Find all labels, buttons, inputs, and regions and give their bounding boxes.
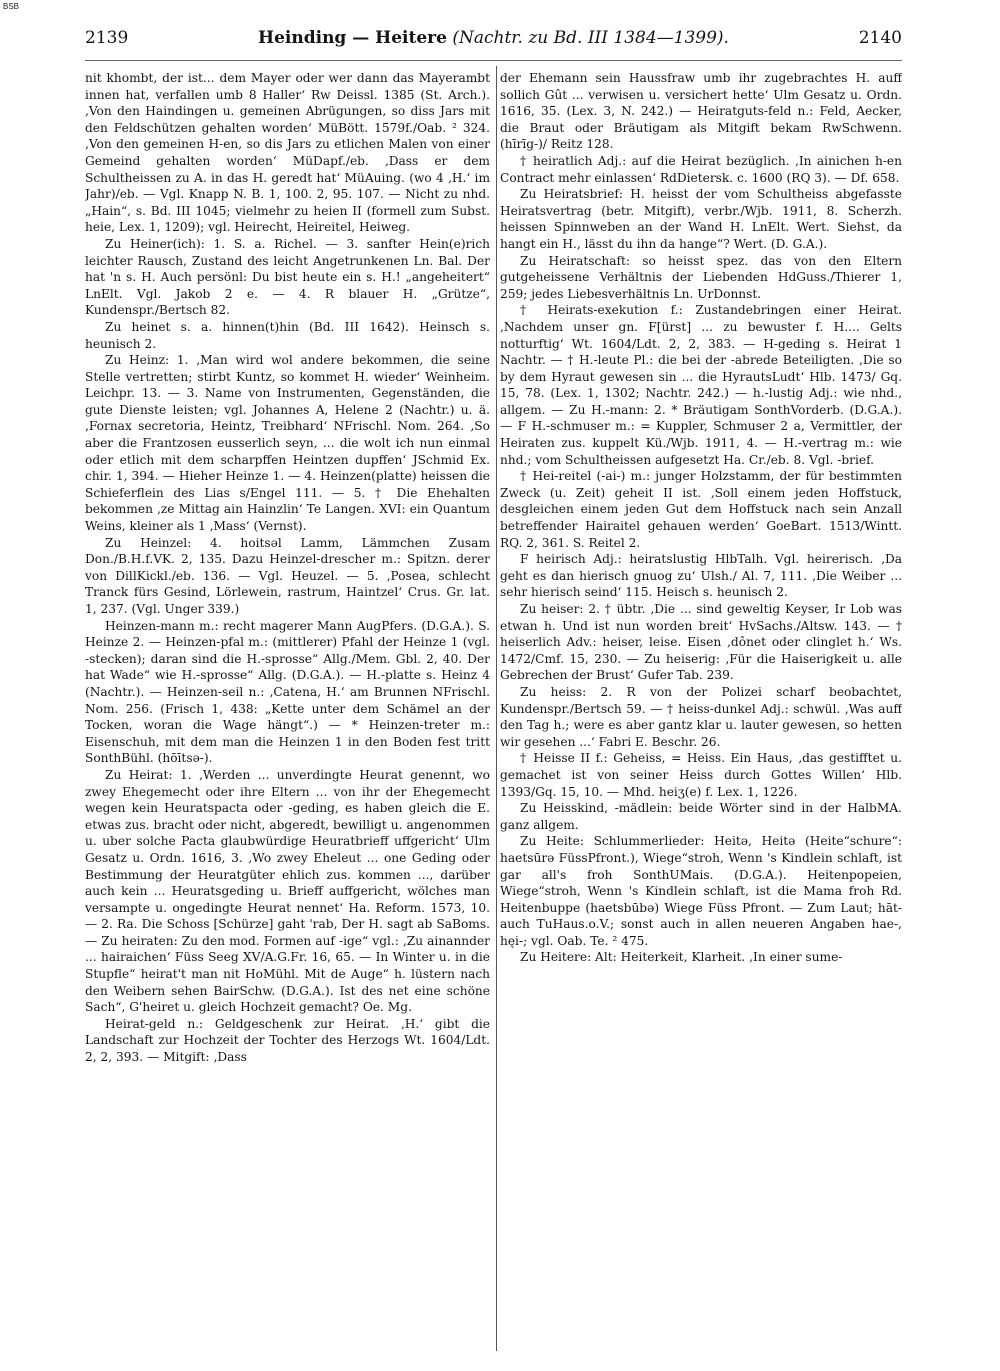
entry-paragraph: † heiratlich Adj.: auf die Heirat bezüglich. ‚In ainichen h-en Contract mehr einlassen‘ RdDietersk. c. 1600 (RQ 3). — Df. 658. (500, 153, 902, 185)
entry-paragraph: † Heisse II f.: Geheiss, = Heiss. Ein Haus, ‚das gestifftet u. gemachet ist von seiner Heiss durch Gottes Willen‘ Hlb. 1393/Gq. 15, 10. — Mhd. heiʒ(e) f. Lex. 1, 1226. (500, 751, 902, 799)
entry-paragraph: Zu Heinzel: 4. hoitsəl Lamm, Lämmchen Zusam Don./B.H.f.VK. 2, 135. Dazu Heinzel-drescher m.: Spitzn. derer von DillKickl./eb. 136. — Vgl. Heuzel. — 5. ‚Posea, schlecht Tranck fürs Gesind, Lörlewein, rastrum, Haintzel‘ Crus. Gr. lat. 1, 237. (Vgl. Unger 339.) (85, 535, 490, 616)
entry-paragraph: Zu Heitere: Alt: Heiterkeit, Klarheit. ‚In einer sume- (520, 950, 843, 965)
right-column (500, 70, 902, 1350)
entry-paragraph: Zu Heiner(ich): 1. S. a. Richel. — 3. sanfter Hein(e)rich leichter Rausch, Zustand des leicht Angetrunkenen Ln. Bal. Der hat 'n s. H. Auch persönl: Du bist heute ein s. H.! „angeheitert“ LnElt. Vgl. Jakob 2 e. — 4. R blauer H. „Grütze“, Kundenspr./Bertsch 82. (85, 236, 490, 318)
left-column (85, 70, 490, 1350)
entry-paragraph: Zu Heiratschaft: so heisst spez. das von den Eltern gutgeheissene Verhältnis der Liebenden HdGuss./Thierer 1, 259; jedes Liebesverhältnis Ln. UrDonnst. (500, 253, 902, 301)
entry-paragraph: Zu heiser: 2. † übtr. ‚Die ... sind geweltig Keyser, Ir Lob was etwan h. Und ist nun worden breit‘ HvSachs./Altsw. 143. — † heiserlich Adv.: heiser, leise. Eisen ‚dônet oder clinglet h.‘ Ws. 1472/Cmf. 15, 230. — Zu heiserig: ‚Für die Haiserigkeit u. alle Gebrechen der Brust‘ Gufer Tab. 239. (500, 602, 902, 683)
entry-paragraph: Heinzen-mann m.: recht magerer Mann AugPfers. (D.G.A.). S. Heinze 2. — Heinzen-pfal m.: (mittlerer) Pfahl der Heinze 1 (vgl. -stecken); daran sind die H.-sprosse“ Allg./Mem. Gbl. 2, 40. Der hat Wade“ wie H.-sprosse“ Allg. (D.G.A.). — H.-platte s. Heinz 4 (Nachtr.). — Heinzen-seil n.: ‚Catena, H.‘ am Brunnen NFrischl. Nom. 256. (Frisch 1, 438: „Kette unter dem Schämel an der Tocken, woran die Wage hängt“.) — * Heinzen-treter m.: Eisenschuh, mit dem man die Heinzen 1 in den Boden fest tritt SonthBühl. (hōītsə-). (85, 618, 490, 766)
running-title-note: (Nachtr. zu Bd. III 1384—1399). (452, 28, 729, 48)
entry-paragraph: F heirisch Adj.: heiratslustig HlbTalh. Vgl. heirerisch. ‚Da geht es dan hierisch gnuog zu‘ Ulsh./ Al. 7, 111. ‚Die Weiber ... sehr hierisch seind‘ 115. Heisch s. heunisch 2. (500, 552, 902, 600)
entry-paragraph: Zu heiss: 2. R von der Polizei scharf beobachtet, Kundenspr./Bertsch 59. — † heiss-dunkel Adj.: schwül. ‚Was auff den Tag h.; were es aber gantz klar u. lauter gewesen, so hetten wir gesehen ...‘ Fabri E. Beschr. 26. (500, 684, 902, 749)
entry-paragraph: Zu heinet s. a. hinnen(t)hin (Bd. III 1642). Heinsch s. heunisch 2. (85, 319, 490, 351)
entry-paragraph: nit khombt, der ist... dem Mayer oder wer dann das Mayerambt innen hat, verfallen umb 8 Haller‘ Rw Deissl. 1385 (St. Arch.). ‚Von den Haindingen u. gemeinen Abrügungen, so diss Jars mit den Feldschützen gehalten worden‘ MüBött. 1579f./Oab. ² 324. ‚Von den gemeinen H-en, so dis Jars zu etlichen Malen von einer Gemeind gehalten worden‘ MüDapf./eb. ‚Dass er dem Schultheissen zu A. in das H. geredt hat‘ MüAuing. (wo 4 ‚H.‘ im Jahr)/eb. — Vgl. Knapp N. B. 1, 100. 2, 95. 107. — Nicht zu nhd. „Hain“, s. Bd. III 1045; vielmehr zu heien II (formell zum Subst. heie, Lex. 1, 1209); vgl. Heirecht, Heireitel, Heiweg. (85, 71, 490, 235)
header-rule (85, 60, 902, 61)
column-divider (496, 66, 497, 1351)
entry-paragraph: der Ehemann sein Haussfraw umb ihr zugebrachtes H. auff sollich Gût ... verwisen u. versichert hette‘ Ulm Gesatz u. Ordn. 1616, 35. (Lex. 3, N. 242.) — Heiratguts-feld n.: Feld, Aecker, die Braut oder Bräutigam als Mitgift bekam RwSchwenn. (hīrīg-)/ Reitz 128. (500, 71, 902, 152)
entry-paragraph: Zu Heite: Schlummerlieder: Heitə, Heitə (Heite“schure“: haetsūrə FüssPfront.), Wiege“stroh, Wenn 's Kindlein schlaft, ist gar all's froh SonthUMais. (D.G.A.). Heitenpopeien, Wiege“stroh, Wenn 's Kindlein schlaft, ist die Mama froh Rd. Heitenbuppe (haetsbūbə) Wiege Füss Pfront. — Zum Laut; hāt- auch TuHaus.o.V.; sonst auch in allen neueren Angaben hae-, hęi-; vgl. Oab. Te. ² 475. (500, 834, 902, 948)
entry-paragraph: † Heirats-exekution f.: Zustandebringen einer Heirat. ‚Nachdem unser gn. F[ürst] ... zu bewuster f. H.... Gelts notturftig‘ Wt. 1604/Ldt. 2, 2, 383. — H-geding s. Heirat 1 Nachtr. — † H.-leute Pl.: die bei der -abrede Beteiligten. ‚Die so by dem Hyraut gewesen sin ... die HyrautsLudt‘ Hlb. 1473/ Gq. 15, 78. (Lex. 1, 1302; Nachtr. 242.) — h.-lustig Adj.: wie nhd., allgem. — Zu H.-mann: 2. * Bräutigam SonthVorderb. (D.G.A.). — F H.-schmuser m.: = Kuppler, Schmuser 2 a, Vermittler, der Heiraten zus. kuppelt Kü./Wjb. 1911, 4. — H.-vertrag m.: wie nhd.; vom Schultheissen aufgesetzt Ha. Cr./eb. 8. Vgl. -brief. (500, 303, 902, 467)
page-header (85, 28, 902, 52)
entry-paragraph: Zu Heirat: 1. ‚Werden ... unverdingte Heurat genennt, wo zwey Ehegemecht oder ihre Eltern ... von ihr der Ehegemecht wegen kein Heuratspacta oder -geding, es haben gleich die E. etwas zus. bracht oder nicht, abgeredt, bewilligt u. angenommen u. uber solche Pacta glaubwürdige Heuratbrieff uffgericht‘ Ulm Gesatz u. Ordn. 1616, 3. ‚Wo zwey Eheleut ... one Geding oder Bestimmung der Heuratgüter ehlich zus. kommen ..., darüber auch kein ... Heuratsgeding u. Brieff auffgericht, wölches man versampte u. ongedingte Heurat nennet‘ Ha. Reform. 1573, 10. — 2. Ra. Die Schoss [Schürze] gaht 'rab, Der H. sagt ab SaBoms. — Zu heiraten: Zu den mod. Formen auf -ige“ vgl.: ‚Zu ainannder ... hairaichen‘ Füss Seeg XV/A.G.Fr. 16, 65. — In Winter u. in die Stupfle“ heirat't man nit HoMühl. Mit de Auge“ h. lüstern nach den Weibern sehen BairSchw. (D.G.A.). Ist des net eine schöne Sach“, G'heiret u. gleich Hochzeit gemacht? Oe. Mg. (85, 767, 490, 1015)
entry-paragraph: Zu Heinz: 1. ‚Man wird wol andere bekommen, die seine Stelle vertretten; stirbt Kuntz, so kommet H. wieder‘ Weinheim. Leichpr. 13. — 3. Name von Instrumenten, Gegenständen, die gute Dienste leisten; vgl. Johannes A, Helene 2 (Nachtr.) u. ä. ‚Fornax secretoria, Heintz, Treibhard‘ NFrischl. Nom. 264. ‚So aber die Frantzosen eusserlich seyn, ... die wolt ich nun einmal oder etlich mit dem scharpffen Heintzen dupffen‘ JSchmid Ex. chir. 1, 394. — Hieher Heinze 1. — 4. Heinzen(platte) heissen die Schieferflein des Lias s/Engel 111. — 5. † Die Ehehalten bekommen ‚ze Mittag ain Hainzlin‘ Te Langen. XVI: ein Quantum Weins, kleiner als 1 ‚Mass‘ (Vernst). (85, 353, 490, 534)
running-title (85, 28, 902, 48)
entry-paragraph: Zu Heisskind, -mädlein: beide Wörter sind in der HalbMA. ganz allgem. (500, 801, 902, 832)
running-title-main: Heinding — Heitere (258, 28, 447, 48)
page-number-right: 2140 (858, 28, 902, 48)
library-stamp: BSB (3, 2, 20, 11)
entry-paragraph: † Hei-reitel (-ai-) m.: junger Holzstamm, der für bestimmten Zweck (u. Zeit) geheit II ist. ‚Soll einem jeden Hoffstuck, desgleichen einem jeden Gut dem Hoffstuck nach sein Anzall betreffender Hairaitel gehauen werden‘ GoeBart. 1513/Wintt. RQ. 2, 361. S. Reitel 2. (500, 469, 902, 550)
entry-paragraph: Heirat-geld n.: Geldgeschenk zur Heirat. ‚H.‘ gibt die Landschaft zur Hochzeit der Tochter des Herzogs Wt. 1604/Ldt. 2, 2, 393. — Mitgift: ‚Dass (85, 1016, 490, 1065)
page-number-left: 2139 (85, 28, 129, 48)
entry-paragraph: Zu Heiratsbrief: H. heisst der vom Schultheiss abgefasste Heiratsvertrag (betr. Mitgift), verbr./Wjb. 1911, 8. Scherzh. heissen Spinnweben an der Wand H. LnElt. Wert. Siehst, da hangt ein H., lässt du ihn da hange“? Wert. (D. G.A.). (500, 187, 902, 251)
